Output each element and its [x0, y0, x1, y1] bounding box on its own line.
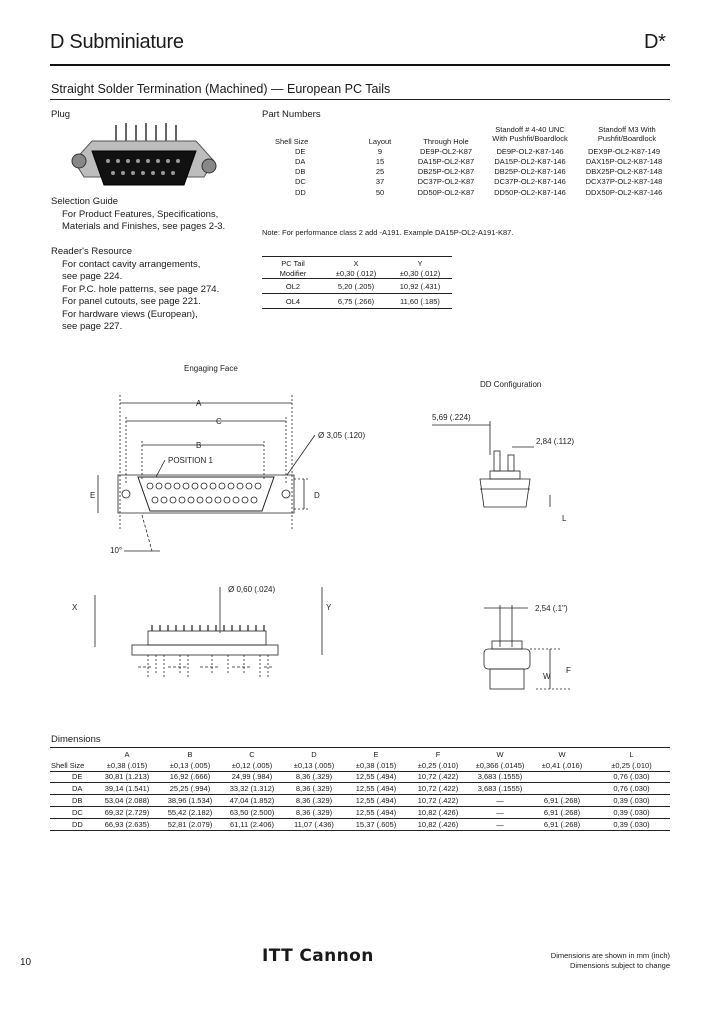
cell: W — [558, 749, 566, 759]
cell: DE9P-OL2-K87-146 — [496, 146, 564, 156]
cell: 30,81 (1.213) — [104, 772, 150, 782]
dimensions-top-rule — [50, 747, 670, 748]
table-row — [262, 156, 670, 166]
cell: DE9P-OL2-K87 — [419, 146, 473, 156]
pc-tail-top-rule — [262, 256, 452, 257]
resource-line: For contact cavity arrangements, — [62, 258, 201, 270]
table-row — [262, 146, 670, 156]
cell: ±0,41 (.016) — [541, 760, 583, 770]
cell: DBX25P-OL2-K87-148 — [585, 167, 663, 177]
section-title: Straight Solder Termination (Machined) — European PC Tails — [51, 82, 391, 96]
cell: Shell Size — [51, 760, 85, 770]
cell: 15 — [375, 156, 385, 166]
cell: 12,55 (.494) — [355, 784, 397, 794]
dd-pin-left — [494, 451, 500, 471]
table-row — [262, 177, 670, 187]
cell: 6,75 (.266) — [337, 296, 375, 306]
cell: 10,72 (.422) — [417, 796, 459, 806]
label-f: F — [566, 666, 571, 675]
resource-line: For hardware views (European), — [62, 308, 198, 320]
cell: 33,32 (1.312) — [229, 784, 275, 794]
dd-body — [480, 479, 530, 507]
cell: 10,72 (.422) — [417, 784, 459, 794]
plug-label: Plug — [51, 109, 71, 120]
cell: 0,39 (.030) — [613, 819, 650, 829]
cell: 0,76 (.030) — [613, 784, 650, 794]
footer-note: Dimensions are shown in mm (inch) — [550, 951, 670, 960]
page-title: D Subminiature — [50, 31, 184, 53]
cell: 9 — [377, 146, 383, 156]
cell: DC37P-OL2-K87-146 — [494, 177, 566, 187]
cell: 6,91 (.268) — [543, 807, 581, 817]
label-w: W — [543, 672, 551, 681]
cell: 69,32 (2.729) — [104, 807, 150, 817]
cell: B — [187, 749, 193, 759]
cell: 8,36 (.329) — [295, 796, 333, 806]
angle-label: 10° — [110, 546, 123, 555]
selection-guide — [51, 196, 225, 234]
cell: ±0,366 (.0145) — [475, 760, 525, 770]
pc-tail-table — [262, 259, 452, 309]
cell: 3,683 (.1555) — [477, 772, 523, 782]
readers-resource — [51, 246, 219, 334]
readers-resource-heading: Reader's Resource — [51, 246, 133, 257]
part-numbers-heading: Part Numbers — [262, 109, 321, 120]
cell: DB25P-OL2-K87-146 — [494, 167, 566, 177]
cell: ±0,13 (.005) — [169, 760, 211, 770]
part-numbers-table — [262, 136, 670, 197]
dd-collar — [490, 471, 520, 479]
dim-284-label: 2,84 (.112) — [536, 437, 575, 446]
cell: 39,14 (1.541) — [104, 784, 150, 794]
dd-config-label: DD Configuration — [480, 380, 542, 389]
cell: 15,37 (.605) — [355, 819, 397, 829]
footer-notes — [540, 951, 670, 971]
selection-guide-line: Materials and Finishes, see pages 2-3. — [62, 221, 226, 232]
cell: DD — [295, 187, 306, 197]
cell: DA15P-OL2-K87 — [417, 156, 475, 166]
cell: 37 — [375, 177, 385, 187]
cell: OL2 — [285, 281, 301, 291]
table-header-row — [262, 268, 452, 279]
mounting-hole-left — [122, 490, 130, 498]
col-head-layout: Layout — [368, 136, 392, 146]
cell: C — [249, 749, 255, 759]
contact-pins — [147, 483, 261, 503]
cell: DE — [72, 772, 83, 782]
cell: 0,39 (.030) — [613, 796, 650, 806]
label-l: L — [562, 514, 567, 523]
col-head-standoff-m3: Standoff M3 With Pushfit/Boardlock — [597, 125, 657, 143]
label-e: E — [90, 491, 96, 500]
cell: DA15P-OL2-K87-146 — [494, 156, 566, 166]
cell: ±0,13 (.005) — [293, 760, 335, 770]
col-head-shell: Shell Size — [275, 136, 309, 146]
table-row — [50, 818, 670, 830]
side-body-top — [148, 631, 266, 645]
dimensions-heading: Dimensions — [51, 734, 101, 745]
table-header-row — [262, 136, 670, 146]
cell: 0,39 (.030) — [613, 807, 650, 817]
cell: ±0,38 (.015) — [355, 760, 397, 770]
cell: DD50P-OL2-K87 — [417, 187, 475, 197]
cell: ±0,25 (.010) — [417, 760, 459, 770]
cell: ±0,38 (.015) — [106, 760, 148, 770]
table-row — [50, 806, 670, 818]
cell — [50, 749, 95, 760]
cell: 66,93 (2.635) — [104, 819, 150, 829]
dd2-body — [484, 649, 530, 669]
cell: 61,11 (2.406) — [229, 819, 275, 829]
table-row — [262, 294, 452, 309]
cell: A — [124, 749, 130, 759]
cell: F — [435, 749, 441, 759]
cell: ±0,30 (.012) — [335, 268, 377, 278]
hole-dia-label: Ø 3,05 (.120) — [318, 431, 366, 440]
cell: DA — [295, 156, 306, 166]
brand-logo: ITT Cannon — [262, 946, 374, 966]
pc-tails — [152, 625, 264, 631]
cell: 24,99 (.984) — [231, 772, 273, 782]
position1-label: POSITION 1 — [168, 456, 213, 465]
cell: DDX50P-OL2-K87-146 — [585, 187, 663, 197]
dd2-collar — [492, 641, 522, 649]
cell: DD — [72, 819, 83, 829]
footer-note: Dimensions subject to change — [569, 961, 670, 970]
col-head-standoff-unc: Standoff # 4-40 UNC With Pushfit/Boardlock — [492, 125, 568, 143]
cell: DC37P-OL2-K87 — [417, 177, 475, 187]
resource-line: For panel cutouts, see page 221. — [62, 296, 201, 307]
table-header-row — [262, 259, 452, 268]
cell: 12,55 (.494) — [355, 807, 397, 817]
dd2-shell — [490, 669, 524, 689]
label-d: D — [314, 491, 320, 500]
resource-line: see page 224. — [62, 271, 123, 282]
cell: 16,92 (.666) — [169, 772, 211, 782]
cell: L — [629, 749, 634, 759]
cell: DE — [295, 146, 306, 156]
cell: 11,07 (.436) — [294, 819, 334, 829]
cell: 25 — [375, 167, 385, 177]
cell: 10,72 (.422) — [417, 772, 459, 782]
cell: DC — [72, 807, 83, 817]
cell: 47,04 (1.852) — [229, 796, 275, 806]
cell: DD50P-OL2-K87-146 — [494, 187, 566, 197]
cell: DAX15P-OL2-K87-148 — [585, 156, 663, 166]
label-y: Y — [326, 603, 332, 612]
resource-line: see page 227. — [62, 321, 123, 332]
cell: 8,36 (.329) — [295, 772, 333, 782]
cell: DEX9P-OL2-K87-149 — [587, 146, 661, 156]
table-row — [262, 279, 452, 294]
cell: — — [496, 819, 504, 829]
label-c: C — [216, 417, 222, 426]
dim-254-label: 2,54 (.1") — [535, 604, 568, 613]
cell: 12,55 (.494) — [355, 796, 397, 806]
cell: Modifier — [279, 268, 307, 278]
cell: ±0,12 (.005) — [231, 760, 273, 770]
cell: 63,50 (2.500) — [229, 807, 275, 817]
dimensions-table — [50, 749, 670, 831]
cell — [531, 783, 593, 795]
cell: 55,42 (2.182) — [167, 807, 213, 817]
cell: 6,91 (.268) — [543, 819, 581, 829]
cell: DB — [295, 167, 306, 177]
engaging-face-label: Engaging Face — [184, 364, 238, 373]
cell: DB25P-OL2-K87 — [417, 167, 475, 177]
cell: 10,82 (.426) — [417, 807, 459, 817]
cell: DCX37P-OL2-K87-148 — [585, 177, 663, 187]
table-row — [50, 771, 670, 783]
cell: D — [311, 749, 317, 759]
label-a: A — [196, 399, 202, 408]
cell: 5,20 (.205) — [337, 281, 375, 291]
cell: 10,82 (.426) — [417, 819, 459, 829]
resource-line: For P.C. hole patterns, see page 274. — [62, 283, 220, 295]
cell: — — [496, 796, 504, 806]
cell: DA — [72, 784, 83, 794]
table-row — [262, 167, 670, 177]
table-header-row — [50, 749, 670, 760]
tail-pins-lower — [148, 655, 268, 677]
mounting-hole-right — [282, 490, 290, 498]
cell: DC — [295, 177, 306, 187]
section-rule — [50, 99, 670, 100]
cell: 25,25 (.994) — [169, 784, 211, 794]
part-numbers-note: Note: For performance class 2 add -A191. Example DA15P-OL2-A191-K87. — [262, 228, 514, 237]
page-number: 10 — [20, 957, 32, 968]
cell: 50 — [375, 187, 385, 197]
cell: 10,92 (.431) — [399, 281, 441, 291]
dd-pin-right — [508, 455, 514, 471]
pin-dia-label: Ø 0,60 (.024) — [228, 585, 276, 594]
cell: X — [353, 259, 359, 268]
technical-drawing — [60, 355, 670, 710]
plug-photo — [64, 121, 224, 197]
selection-guide-line: For Product Features, Specifications, — [62, 208, 219, 220]
cell: 8,36 (.329) — [295, 807, 333, 817]
table-row — [50, 783, 670, 795]
cell: ±0,25 (.010) — [611, 760, 652, 770]
cell: ±0,30 (.012) — [399, 268, 441, 278]
series-mark: D* — [644, 31, 666, 53]
cell: PC Tail — [281, 259, 305, 268]
shell-face — [138, 477, 274, 511]
dim-569-label: 5,69 (.224) — [432, 413, 471, 422]
selection-guide-heading: Selection Guide — [51, 196, 119, 207]
cell: W — [496, 749, 504, 759]
label-b: B — [196, 441, 202, 450]
cell: 11,60 (.185) — [400, 296, 440, 306]
cell: Y — [417, 259, 423, 268]
cell: OL4 — [285, 296, 301, 306]
cell: 0,76 (.030) — [613, 772, 650, 782]
col-head-through: Through Hole — [423, 136, 469, 146]
cell: 38,96 (1.534) — [167, 796, 213, 806]
table-row — [50, 795, 670, 807]
cell: 53,04 (2.088) — [104, 796, 150, 806]
cell: 3,683 (.1555) — [477, 784, 523, 794]
cell: DB — [72, 796, 83, 806]
table-header-row — [50, 760, 670, 771]
cell: — — [496, 807, 504, 817]
label-x: X — [72, 603, 78, 612]
cell: E — [373, 749, 379, 759]
side-flange — [132, 645, 278, 655]
cell: 52,81 (2.079) — [167, 819, 213, 829]
cell: 12,55 (.494) — [355, 772, 397, 782]
cell: 8,36 (.329) — [295, 784, 333, 794]
cell: 6,91 (.268) — [543, 796, 581, 806]
table-row — [262, 187, 670, 197]
header-rule — [50, 64, 670, 66]
cell — [531, 771, 593, 783]
